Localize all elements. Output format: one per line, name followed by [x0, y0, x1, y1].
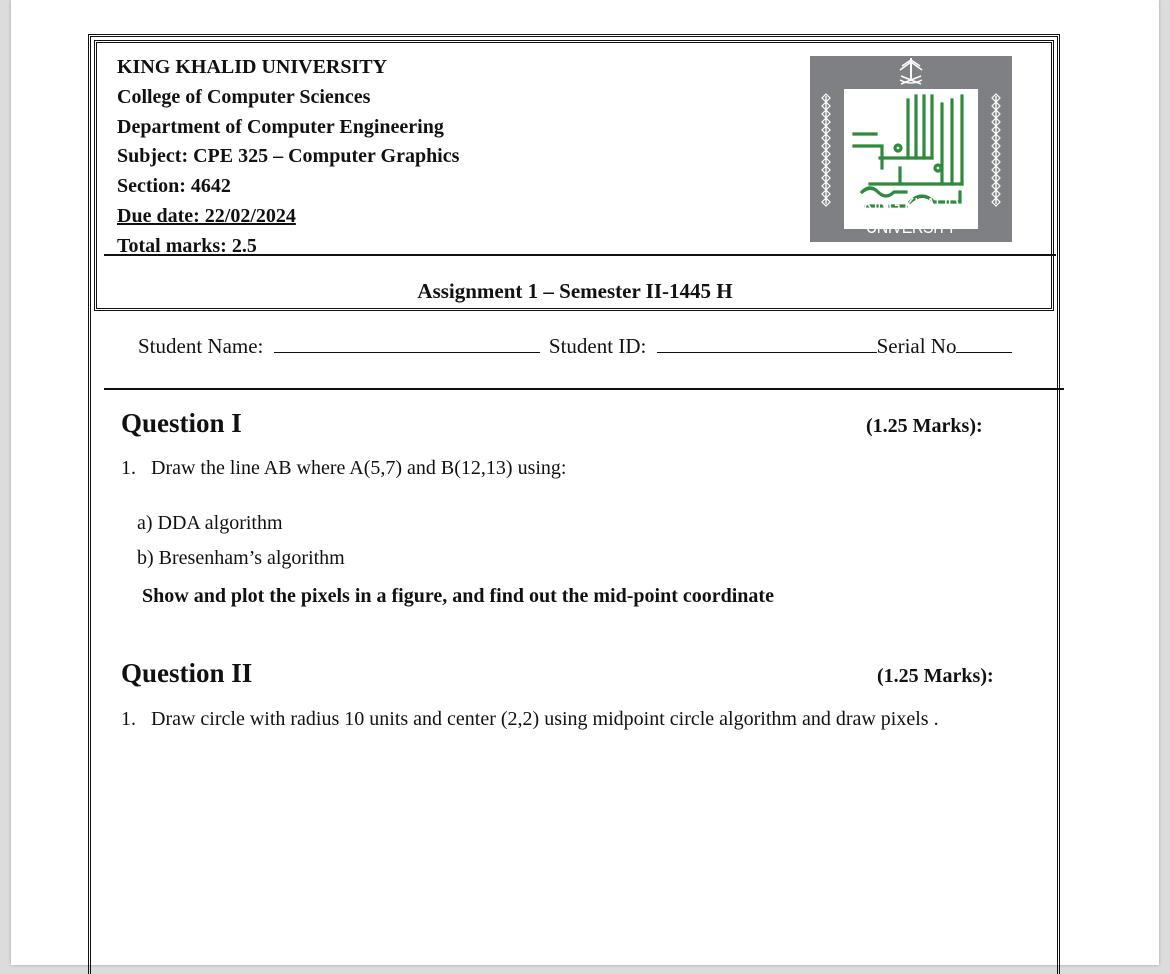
question-2-item — [121, 708, 939, 731]
college-name: College of Computer Sciences — [117, 85, 371, 108]
due-date: Due date: 22/02/2024 — [117, 204, 296, 227]
question-1-marks: (1.25 Marks): — [866, 415, 983, 437]
question-1-item-text: Draw the line AB where A(5,7) and B(12,13) using: — [151, 457, 567, 479]
university-name: KING KHALID UNIVERSITY — [117, 56, 388, 78]
header-divider — [104, 254, 1056, 256]
question-1-sub-a: a) DDA algorithm — [137, 512, 283, 534]
total-marks: Total marks: 2.5 — [117, 234, 257, 257]
question-1-note: Show and plot the pixels in a figure, and find out the mid-point coordinate — [142, 585, 774, 607]
question-2-marks: (1.25 Marks): — [877, 665, 994, 687]
student-info-line — [138, 334, 1012, 359]
question-1-item — [121, 457, 566, 480]
student-name-label: Student Name: — [138, 334, 264, 358]
subject: Subject: CPE 325 – Computer Graphics — [117, 145, 460, 168]
question-1-item-number: 1. — [121, 457, 136, 479]
question-1-sub-b: b) Bresenham’s algorithm — [137, 547, 345, 569]
question-1-title: Question I — [121, 408, 242, 438]
logo-caption: KING KHALID UNIVERSITY — [863, 194, 959, 237]
question-2-title: Question II — [121, 658, 253, 688]
serial-no-field[interactable] — [956, 351, 1012, 353]
assignment-title: Assignment 1 – Semester II-1445 H — [417, 279, 733, 303]
section: Section: 4642 — [117, 175, 231, 198]
section-divider — [104, 388, 1064, 390]
student-id-field[interactable] — [657, 351, 877, 353]
question-2-item-text: Draw circle with radius 10 units and center (2,2) using midpoint circle algorithm and draw pixels . — [151, 708, 939, 730]
university-logo — [810, 56, 1012, 242]
question-2-item-number: 1. — [121, 708, 136, 730]
student-id-label: Student ID: — [548, 334, 647, 358]
department-name: Department of Computer Engineering — [117, 115, 444, 138]
university-info — [117, 53, 459, 262]
serial-no-label: Serial No — [876, 334, 957, 358]
student-name-field[interactable] — [274, 351, 540, 353]
